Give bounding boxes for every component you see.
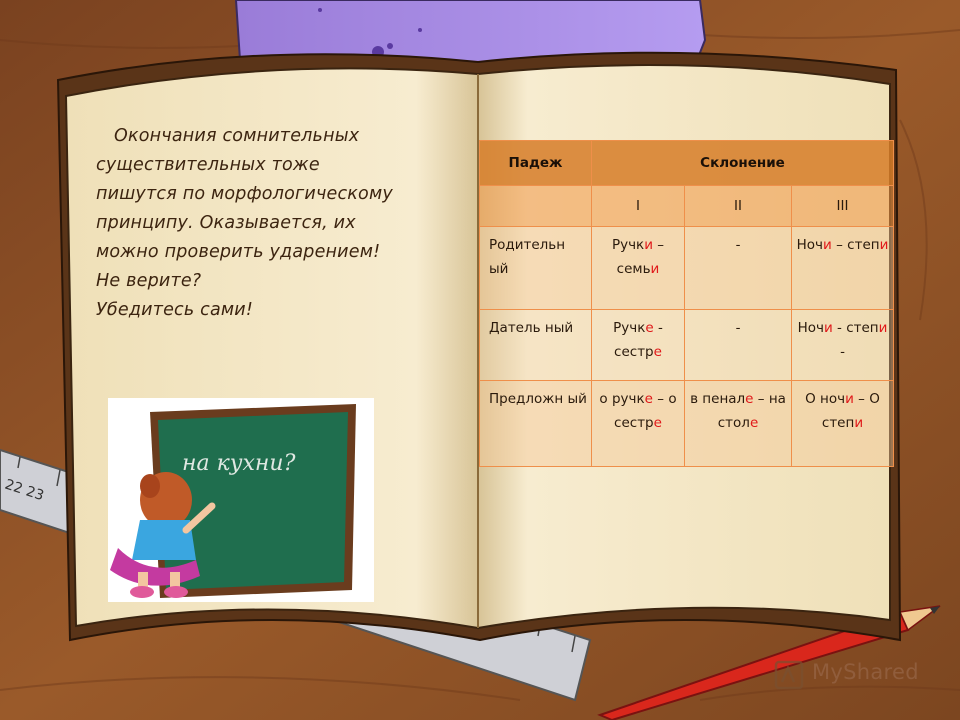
heading-text — [96, 122, 456, 325]
empty-cell — [480, 186, 592, 227]
example-cell: - — [685, 310, 792, 381]
declension-number-row — [480, 186, 894, 227]
table-row — [480, 310, 894, 381]
case-name: Предложн ый — [480, 381, 592, 467]
heading-line: Убедитесь сами! — [96, 300, 254, 320]
heading-line: Не верите? — [96, 271, 202, 291]
example-cell: Ночи - степи - — [792, 310, 894, 381]
example-cell: в пенале – на столе — [685, 381, 792, 467]
svg-text:22 23: 22 23 — [2, 476, 46, 505]
declension-number: II — [685, 186, 792, 227]
declension-number: III — [792, 186, 894, 227]
header-declension: Склонение — [592, 141, 894, 186]
heading-line: пишутся по морфологическому — [96, 184, 393, 204]
heading-line: существительных тоже — [96, 155, 320, 175]
case-name: Родительн ый — [480, 227, 592, 310]
declension-table — [479, 140, 894, 467]
example-cell: о ручке – о сестре — [592, 381, 685, 467]
example-cell: Ночи – степи — [792, 227, 894, 310]
example-cell: О ночи – О степи — [792, 381, 894, 467]
chalk-writing: на кухни? — [182, 451, 296, 476]
watermark-text: MyShared — [812, 660, 919, 684]
example-cell: - — [685, 227, 792, 310]
example-cell: Ручке - сестре — [592, 310, 685, 381]
case-name: Датель ный — [480, 310, 592, 381]
table-row — [480, 227, 894, 310]
header-case: Падеж — [480, 141, 592, 186]
table-header-row — [480, 141, 894, 186]
heading-line: принципу. Оказывается, их — [96, 213, 356, 233]
table-row — [480, 381, 894, 467]
example-cell: Ручки – семьи — [592, 227, 685, 310]
heading-line: Окончания сомнительных — [114, 126, 360, 146]
declension-number: I — [592, 186, 685, 227]
heading-line: можно проверить ударением! — [96, 242, 381, 262]
